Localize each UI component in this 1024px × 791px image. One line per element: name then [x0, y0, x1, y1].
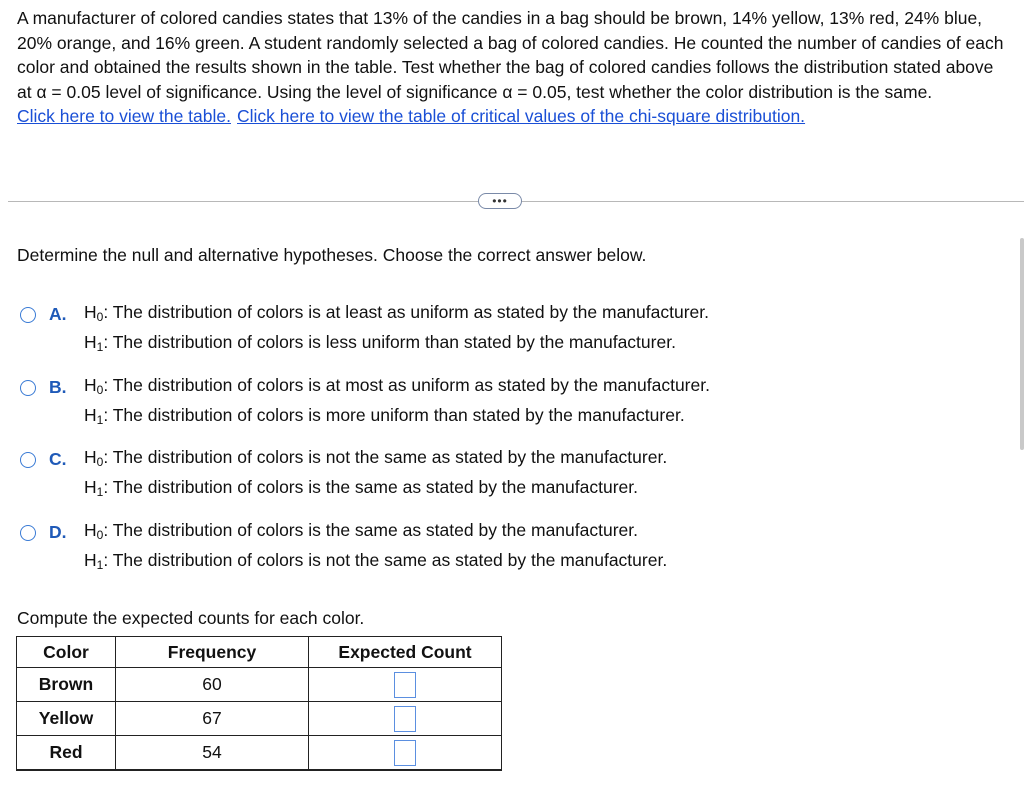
question-prompt: Determine the null and alternative hypotheses. Choose the correct answer below. — [17, 245, 647, 265]
table-row — [17, 736, 502, 771]
view-table-link[interactable]: Click here to view the table. — [17, 106, 231, 126]
option-c-radio[interactable] — [20, 452, 36, 468]
option-b-radio[interactable] — [20, 380, 36, 396]
option-b-null-hypothesis: $H_0$: The distribution of colors is at most as uniform as stated by the manufacturer. — [84, 374, 710, 397]
option-c-alt-hypothesis: $H_1$: The distribution of colors is the same as stated by the manufacturer. — [84, 477, 639, 499]
option-b-alt-hypothesis: $H_1$: The distribution of colors is more uniform than stated by the manufacturer. — [84, 404, 685, 427]
row-expected-cell — [309, 668, 502, 702]
row-color: Brown — [17, 668, 116, 702]
problem-text: A manufacturer of colored candies states that 13% of the candies in a bag should be brown, 14% yellow, 13% red, 24% blue, 20% orange, and 16% green. A student randomly selected a bag of colored candies. He counted the number of candies of each color and obtained the results shown in the table. Test whether the bag of colored candies follows the distribution stated above at α = 0.05 level of significance. Using the level of significance α = 0.05, test whether the color distribution is the same. — [17, 8, 1004, 102]
row-expected-cell — [309, 736, 502, 771]
row-frequency: 54 — [116, 736, 309, 771]
option-d-letter: D. — [49, 521, 67, 542]
expected-count-input-brown[interactable] — [394, 672, 416, 698]
option-a-null-hypothesis: $H_0$: The distribution of colors is at least as uniform as stated by the manufacturer. — [84, 302, 710, 324]
option-d-radio[interactable] — [20, 525, 36, 541]
option-a-letter: A. — [49, 304, 67, 324]
header-color: Color — [17, 637, 116, 668]
header-frequency: Frequency — [116, 637, 309, 668]
table-header-row — [17, 637, 502, 668]
table-row — [17, 702, 502, 736]
row-frequency: 60 — [116, 668, 309, 702]
expected-count-input-red[interactable] — [394, 740, 416, 766]
option-a-radio[interactable] — [20, 307, 36, 323]
expand-more-button[interactable]: ••• — [478, 193, 522, 209]
scrollbar[interactable] — [1020, 238, 1024, 450]
problem-statement — [17, 6, 1012, 129]
expected-count-input-yellow[interactable] — [394, 706, 416, 732]
header-expected-count: Expected Count — [309, 637, 502, 668]
row-color: Red — [17, 736, 116, 771]
option-c-letter: C. — [49, 449, 67, 469]
option-a-alt-hypothesis: $H_1$: The distribution of colors is less uniform than stated by the manufacturer. — [84, 332, 676, 354]
table-row — [17, 668, 502, 702]
view-critical-values-link[interactable]: Click here to view the table of critical values of the chi-square distribution. — [237, 106, 806, 126]
option-c-null-hypothesis: $H_0$: The distribution of colors is not the same as stated by the manufacturer. — [84, 447, 668, 469]
compute-prompt: Compute the expected counts for each color. — [17, 608, 365, 628]
option-d-alt-hypothesis: $H_1$: The distribution of colors is not the same as stated by the manufacturer. — [84, 549, 668, 572]
option-d-null-hypothesis: $H_0$: The distribution of colors is the same as stated by the manufacturer. — [84, 519, 639, 542]
row-expected-cell — [309, 702, 502, 736]
problem-links — [17, 104, 1012, 129]
row-color: Yellow — [17, 702, 116, 736]
row-frequency: 67 — [116, 702, 309, 736]
expected-counts-table — [16, 636, 502, 771]
option-b-letter: B. — [49, 376, 67, 397]
